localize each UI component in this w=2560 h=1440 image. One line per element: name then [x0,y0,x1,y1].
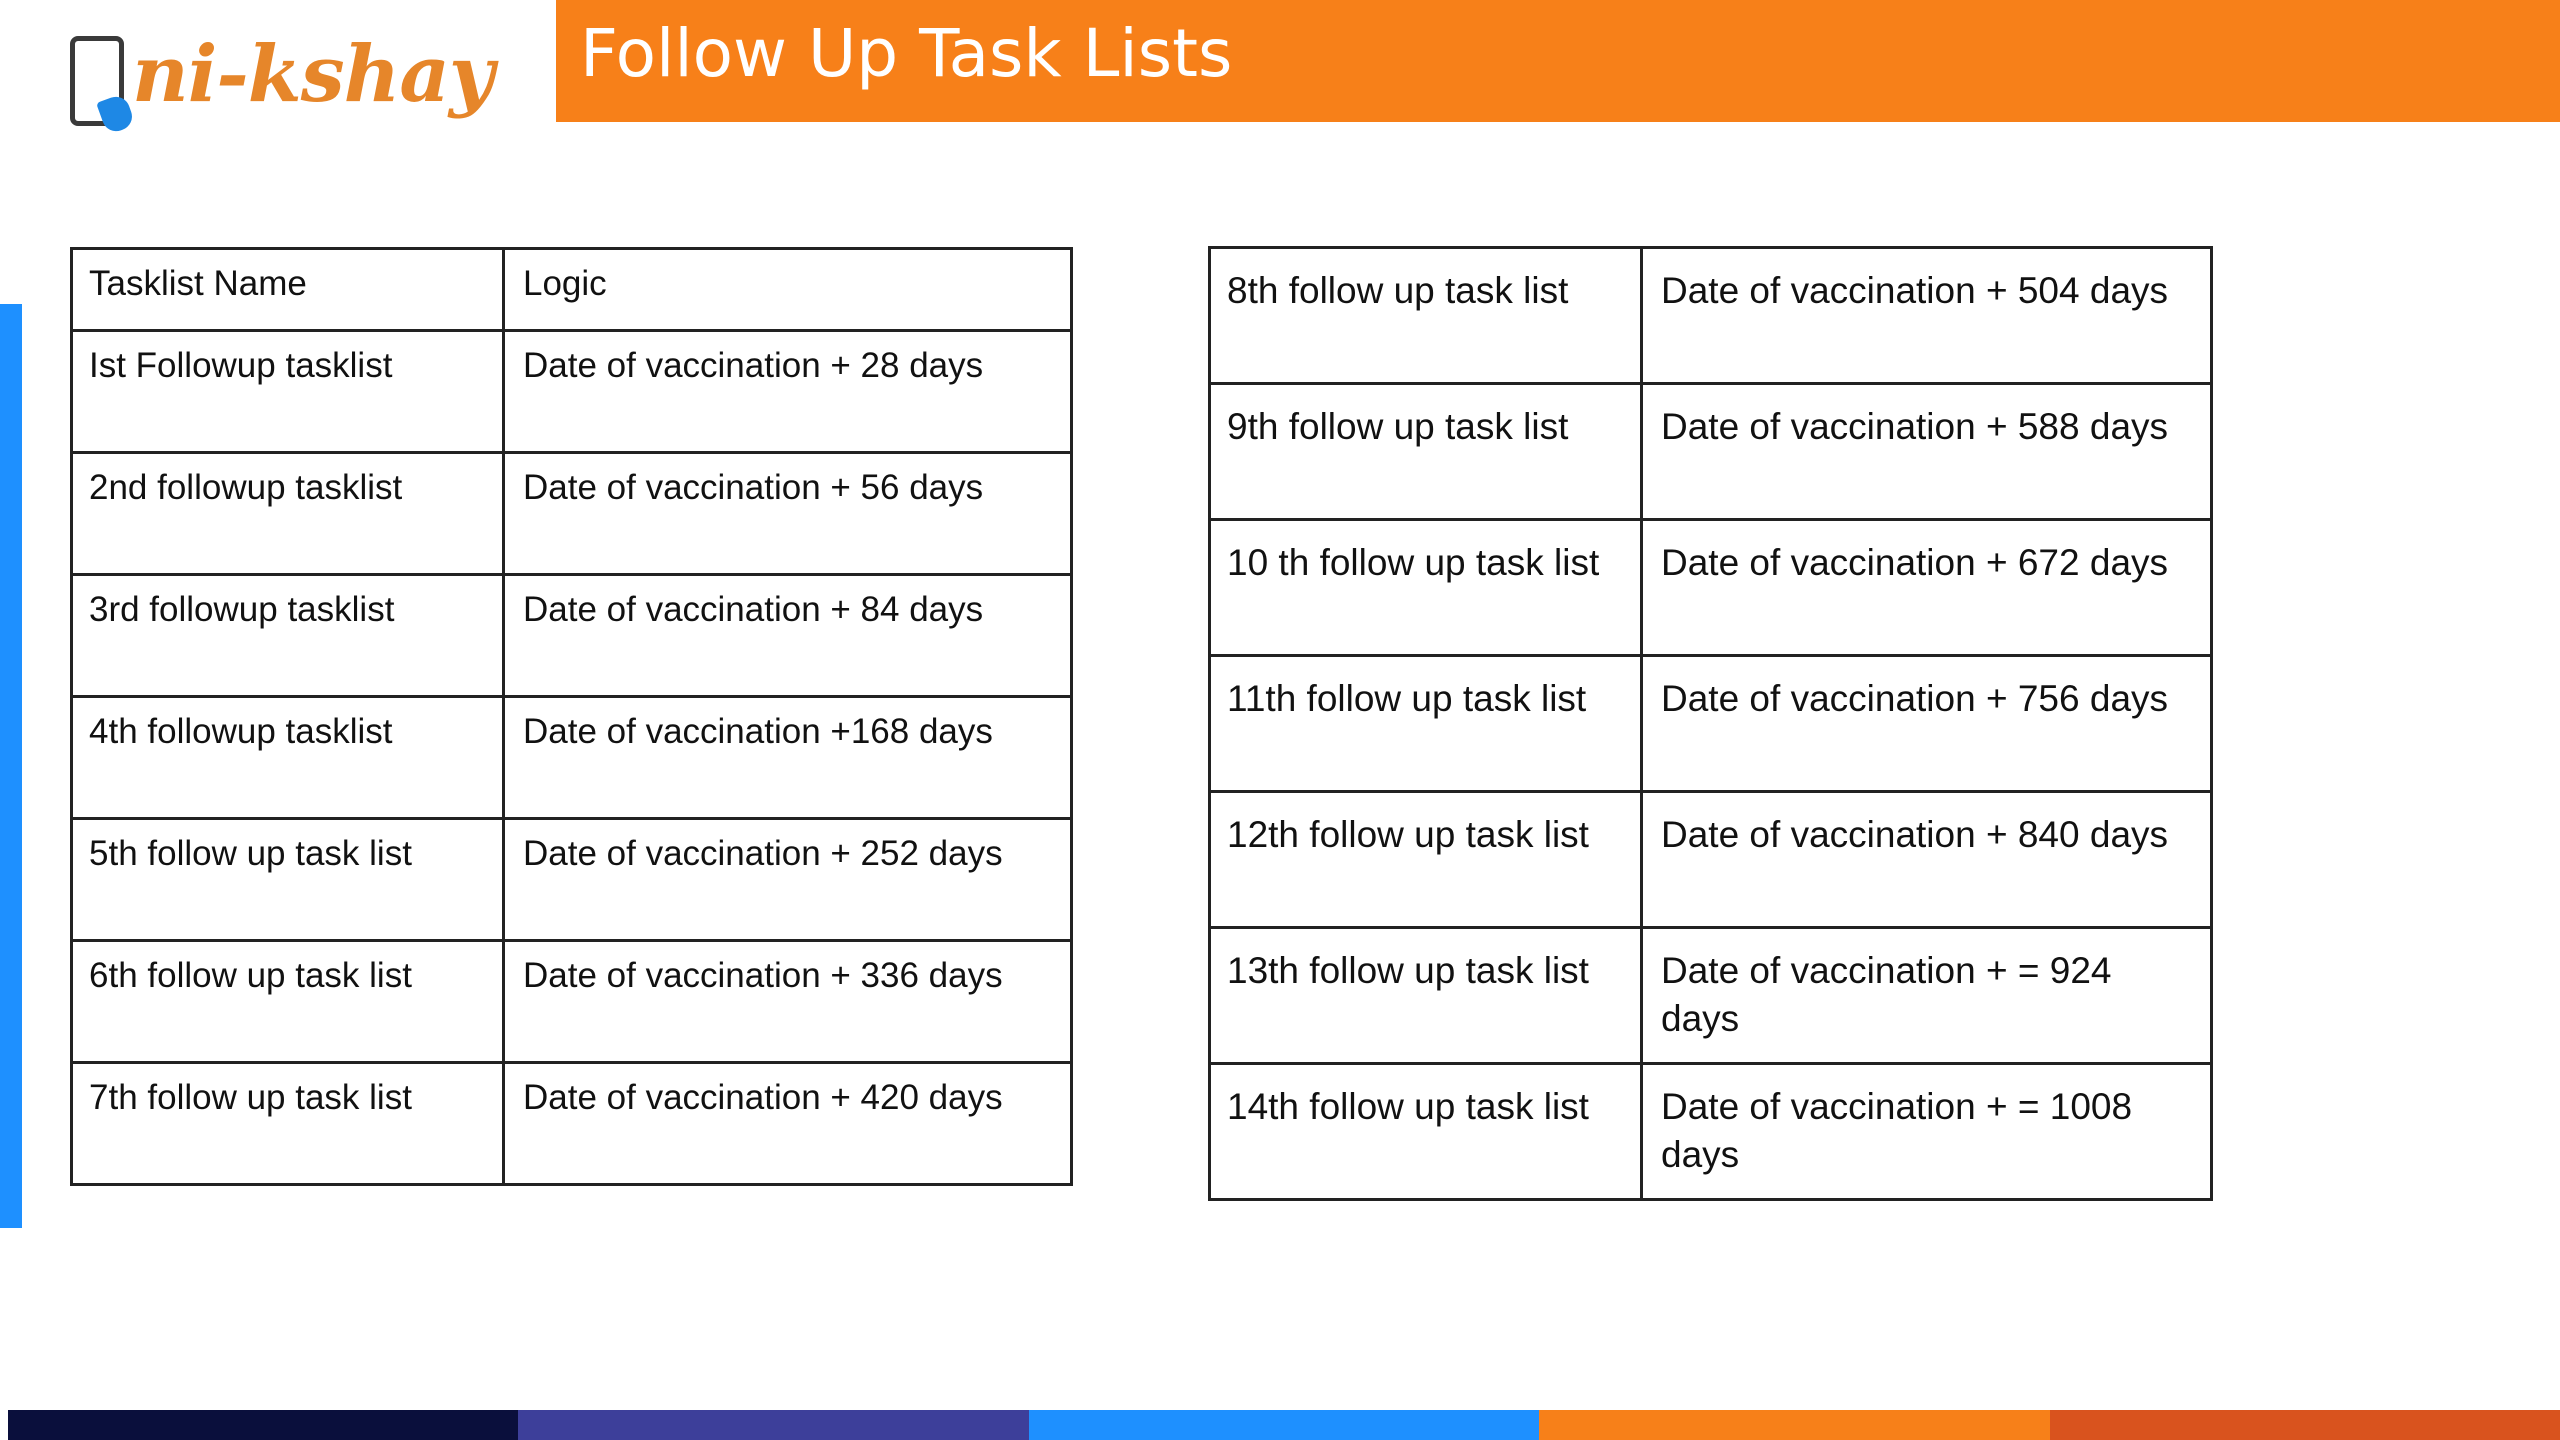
tasklist-name-cell: 9th follow up task list [1210,384,1642,520]
header-logic: Logic [504,249,1072,331]
tasklist-name-cell: 5th follow up task list [72,819,504,941]
table-row [72,1063,1072,1185]
table-header-row [72,249,1072,331]
tasklist-table-right [1208,246,2213,1201]
left-accent-bar [0,304,22,1228]
table-row [72,697,1072,819]
tasklist-name-cell: 13th follow up task list [1210,928,1642,1064]
logic-cell: Date of vaccination + 420 days [504,1063,1072,1185]
tasklist-name-cell: 8th follow up task list [1210,248,1642,384]
tablet-touch-icon [70,36,124,126]
logic-cell: Date of vaccination + 84 days [504,575,1072,697]
tasklist-table-left [70,247,1073,1186]
tasklist-name-cell: 3rd followup tasklist [72,575,504,697]
logic-cell: Date of vaccination + 28 days [504,331,1072,453]
table-row [72,453,1072,575]
table-row [72,941,1072,1063]
logic-cell: Date of vaccination + 252 days [504,819,1072,941]
page-title: Follow Up Task Lists [580,15,1233,92]
table-row [72,331,1072,453]
title-bar [556,0,2560,122]
tasklist-name-cell: 10 th follow up task list [1210,520,1642,656]
tasklist-name-cell: 2nd followup tasklist [72,453,504,575]
logic-cell: Date of vaccination + 56 days [504,453,1072,575]
nikshay-logo [66,14,494,144]
table-row [1210,928,2212,1064]
logic-cell: Date of vaccination + = 1008 days [1642,1064,2212,1200]
logo-text: ni-kshay [132,29,494,120]
footer-stripe [518,1410,1028,1440]
table-row [1210,248,2212,384]
logic-cell: Date of vaccination +168 days [504,697,1072,819]
logic-cell: Date of vaccination + 504 days [1642,248,2212,384]
table-row [1210,1064,2212,1200]
table-row [1210,520,2212,656]
logic-cell: Date of vaccination + 756 days [1642,656,2212,792]
footer-stripe [8,1410,518,1440]
logic-cell: Date of vaccination + 840 days [1642,792,2212,928]
footer-stripe [1029,1410,1539,1440]
tasklist-name-cell: 12th follow up task list [1210,792,1642,928]
logic-cell: Date of vaccination + 588 days [1642,384,2212,520]
tasklist-name-cell: Ist Followup tasklist [72,331,504,453]
table-row [72,819,1072,941]
tasklist-name-cell: 11th follow up task list [1210,656,1642,792]
table-row [1210,656,2212,792]
footer-color-stripes [8,1410,2560,1440]
tasklist-name-cell: 4th followup tasklist [72,697,504,819]
logic-cell: Date of vaccination + 336 days [504,941,1072,1063]
header-tasklist-name: Tasklist Name [72,249,504,331]
table-row [72,575,1072,697]
tasklist-name-cell: 7th follow up task list [72,1063,504,1185]
tasklist-name-cell: 14th follow up task list [1210,1064,1642,1200]
tasklist-name-cell: 6th follow up task list [72,941,504,1063]
footer-stripe [1539,1410,2049,1440]
logic-cell: Date of vaccination + = 924 days [1642,928,2212,1064]
footer-stripe [2050,1410,2560,1440]
table-row [1210,384,2212,520]
logic-cell: Date of vaccination + 672 days [1642,520,2212,656]
table-row [1210,792,2212,928]
